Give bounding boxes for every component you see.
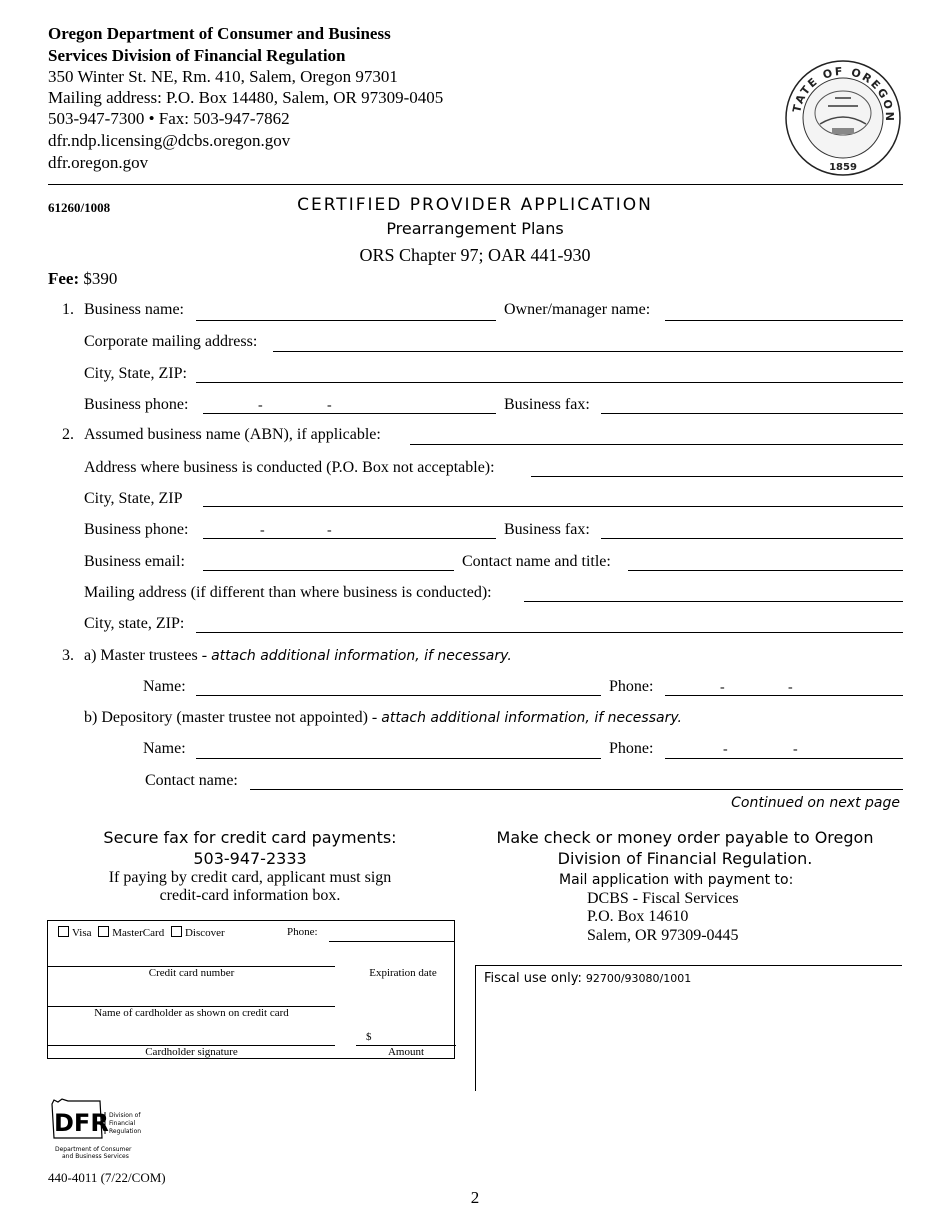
- form-title: CERTIFIED PROVIDER APPLICATION: [297, 195, 653, 215]
- check-payable-line2: Division of Financial Regulation.: [557, 849, 813, 868]
- contact-name-field[interactable]: [250, 789, 903, 790]
- phone-dash: -: [723, 742, 728, 757]
- city-state-zip-2-label: City, State, ZIP: [84, 490, 183, 507]
- trustee-phone-label: Phone:: [609, 678, 654, 695]
- business-name-label: Business name:: [84, 301, 184, 318]
- city-state-zip-2-field[interactable]: [203, 506, 903, 507]
- dfr-dept-line2: and Business Services: [62, 1153, 129, 1160]
- depository-name-label: Name:: [143, 740, 186, 757]
- mail-addr-line2: P.O. Box 14610: [587, 908, 689, 925]
- business-phone-2-field[interactable]: [203, 538, 496, 539]
- fee: [48, 269, 117, 289]
- discover-checkbox[interactable]: [171, 926, 182, 937]
- section1-number: 1.: [62, 301, 74, 318]
- cardholder-name-label: Name of cardholder as shown on credit card: [94, 1007, 289, 1019]
- master-trustees-heading: [84, 647, 512, 665]
- amount-label: Amount: [387, 1046, 425, 1058]
- depository-note: attach additional information, if necessary.: [381, 710, 682, 726]
- cc-phone-field[interactable]: [329, 941, 455, 942]
- mailing-address-field[interactable]: [524, 601, 903, 602]
- secure-fax-title: Secure fax for credit card payments:: [103, 828, 397, 847]
- card-number-label: Credit card number: [148, 967, 235, 979]
- trustee-name-label: Name:: [143, 678, 186, 695]
- master-trustees-note: attach additional information, if necessary.: [211, 648, 512, 664]
- cc-note-line1: If paying by credit card, applicant must sign: [108, 869, 392, 886]
- fiscal-use-label: Fiscal use only:: [484, 971, 582, 986]
- owner-manager-label: Owner/manager name:: [504, 301, 651, 318]
- cc-phone-label: Phone:: [287, 926, 318, 938]
- mailing-address-label: Mailing address (if different than where business is conducted):: [84, 584, 492, 601]
- phone-dash: -: [327, 523, 332, 538]
- depository-phone-label: Phone:: [609, 740, 654, 757]
- mastercard-checkbox[interactable]: [98, 926, 109, 937]
- business-fax-field[interactable]: [601, 413, 903, 414]
- trustee-name-field[interactable]: [196, 695, 601, 696]
- business-email-label: Business email:: [84, 553, 185, 570]
- business-phone-2-label: Business phone:: [84, 521, 189, 538]
- dfr-division-line1: Division of: [109, 1112, 141, 1119]
- trustee-phone-field[interactable]: [665, 695, 903, 696]
- business-phone-label: Business phone:: [84, 396, 189, 413]
- cc-note-line2: credit-card information box.: [159, 887, 341, 904]
- city-state-zip-field[interactable]: [196, 382, 903, 383]
- form-statute: ORS Chapter 97; OAR 441-930: [359, 245, 591, 265]
- city-state-zip-3-label: City, state, ZIP:: [84, 615, 185, 632]
- dfr-division-line2: Financial: [109, 1120, 136, 1127]
- check-payable-line1: Make check or money order payable to Oregon: [496, 828, 874, 847]
- dfr-logo: [50, 1098, 160, 1162]
- visa-label: Visa: [72, 927, 92, 939]
- fee-value: $390: [83, 269, 118, 288]
- mail-addr-line1: DCBS - Fiscal Services: [587, 890, 739, 907]
- seal-year: 1859: [829, 162, 857, 173]
- agency-street: 350 Winter St. NE, Rm. 410, Salem, Oregon 97301: [48, 67, 398, 86]
- form-number: 440-4011 (7/22/COM): [48, 1170, 166, 1185]
- business-email-field[interactable]: [203, 570, 454, 571]
- city-state-zip-label: City, State, ZIP:: [84, 365, 187, 382]
- agency-name-line1: Oregon Department of Consumer and Business: [48, 24, 391, 43]
- continued-note: Continued on next page: [731, 795, 900, 811]
- master-trustees-label: a) Master trustees -: [84, 647, 212, 664]
- corp-address-field[interactable]: [273, 351, 903, 352]
- depository-heading: [84, 709, 682, 727]
- fee-label: Fee:: [48, 269, 80, 288]
- agency-website: dfr.oregon.gov: [48, 153, 149, 172]
- depository-label: b) Depository (master trustee not appointed) -: [84, 709, 382, 726]
- corp-address-label: Corporate mailing address:: [84, 333, 258, 350]
- oregon-state-seal: [780, 58, 906, 178]
- form-subtitle: Prearrangement Plans: [386, 219, 564, 238]
- fiscal-use-code: 92700/93080/1001: [585, 972, 692, 985]
- seal-text: TATE OF OREGON: [790, 64, 897, 124]
- expiration-label: Expiration date: [369, 967, 437, 979]
- visa-checkbox[interactable]: [58, 926, 69, 937]
- owner-manager-field[interactable]: [665, 320, 903, 321]
- agency-mailing: Mailing address: P.O. Box 14480, Salem, OR 97309-0405: [48, 88, 444, 107]
- city-state-zip-3-field[interactable]: [196, 632, 903, 633]
- form-code: 61260/1008: [48, 200, 111, 215]
- mail-addr-line3: Salem, OR 97309-0445: [587, 927, 739, 944]
- business-fax-2-label: Business fax:: [504, 521, 590, 538]
- depository-phone-field[interactable]: [665, 758, 903, 759]
- phone-dash: -: [260, 523, 265, 538]
- phone-dash: -: [258, 398, 263, 413]
- address-conducted-field[interactable]: [531, 476, 903, 477]
- secure-fax-number: 503-947-2333: [193, 849, 307, 868]
- business-fax-label: Business fax:: [504, 396, 590, 413]
- section2-number: 2.: [62, 426, 74, 443]
- phone-dash: -: [788, 680, 793, 695]
- page-number: 2: [470, 1188, 480, 1207]
- credit-card-box: [47, 920, 455, 1059]
- abn-label: Assumed business name (ABN), if applicable:: [84, 426, 381, 443]
- contact-name-title-label: Contact name and title:: [462, 553, 611, 570]
- abn-field[interactable]: [410, 444, 903, 445]
- discover-label: Discover: [184, 927, 225, 939]
- phone-dash: -: [793, 742, 798, 757]
- mastercard-label: MasterCard: [112, 927, 165, 939]
- dfr-dept-line1: Department of Consumer: [55, 1146, 132, 1153]
- agency-email: dfr.ndp.licensing@dcbs.oregon.gov: [48, 131, 291, 150]
- contact-name-label: Contact name:: [145, 772, 238, 789]
- card-type-options: [58, 926, 225, 939]
- phone-dash: -: [720, 680, 725, 695]
- amount-dollar: $: [366, 1031, 372, 1043]
- agency-name-line2: Services Division of Financial Regulation: [48, 46, 346, 65]
- section3-number: 3.: [62, 647, 74, 664]
- contact-name-title-field[interactable]: [628, 570, 903, 571]
- dfr-logo-text: DFR: [54, 1109, 109, 1137]
- agency-phone-fax: 503-947-7300 • Fax: 503-947-7862: [48, 109, 290, 128]
- signature-label: Cardholder signature: [145, 1046, 238, 1058]
- dfr-division-line3: Regulation: [109, 1128, 142, 1135]
- business-phone-field[interactable]: [203, 413, 496, 414]
- business-fax-2-field[interactable]: [601, 538, 903, 539]
- mail-to-label: Mail application with payment to:: [559, 872, 794, 888]
- address-conducted-label: Address where business is conducted (P.O. Box not acceptable):: [84, 459, 495, 476]
- fiscal-use-box: [475, 965, 902, 1091]
- phone-dash: -: [327, 398, 332, 413]
- business-name-field[interactable]: [196, 320, 496, 321]
- header-divider: [48, 184, 903, 185]
- depository-name-field[interactable]: [196, 758, 601, 759]
